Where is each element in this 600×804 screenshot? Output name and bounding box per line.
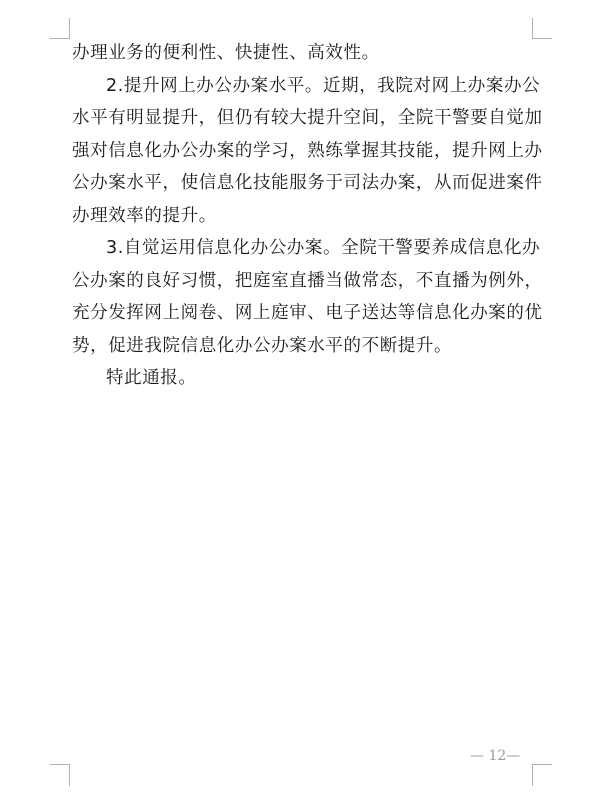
crop-mark-bottom-right (532, 764, 552, 765)
crop-mark-bottom-left (69, 764, 70, 786)
text-line: 特此通报。 (106, 368, 197, 388)
text-line: 势，促进我院信息化办公办案水平的不断提升。 (72, 335, 453, 356)
page-number: — 12— (470, 748, 521, 764)
text-line: 办理效率的提升。 (72, 205, 217, 226)
text-line: 强对信息化办公办案的学习，熟练掌握其技能，提升网上办 (72, 140, 543, 161)
text-line: 2.提升网上办公办案水平。近期，我院对网上办案办公 (106, 75, 541, 96)
text-line: 公办案的良好习惯，把庭室直播当做常态，不直播为例外， (72, 270, 543, 291)
crop-mark-top-right (532, 38, 552, 39)
crop-mark-bottom-right (532, 764, 533, 786)
text-line: 充分发挥网上阅卷、网上庭审、电子送达等信息化办案的优 (72, 303, 543, 323)
text-line: 办理业务的便利性、快捷性、高效性。 (72, 43, 380, 63)
text-line: 公办案水平，使信息化技能服务于司法办案，从而促进案件 (72, 173, 543, 193)
crop-mark-top-right (532, 18, 533, 38)
crop-mark-bottom-left (50, 764, 70, 765)
text-line: 3.自觉运用信息化办公办案。全院干警要养成信息化办 (106, 238, 541, 258)
document-body (72, 37, 543, 395)
crop-mark-top-left (50, 38, 70, 39)
text-line: 水平有明显提升，但仍有较大提升空间，全院干警要自觉加 (72, 108, 543, 128)
crop-mark-top-left (69, 18, 70, 38)
